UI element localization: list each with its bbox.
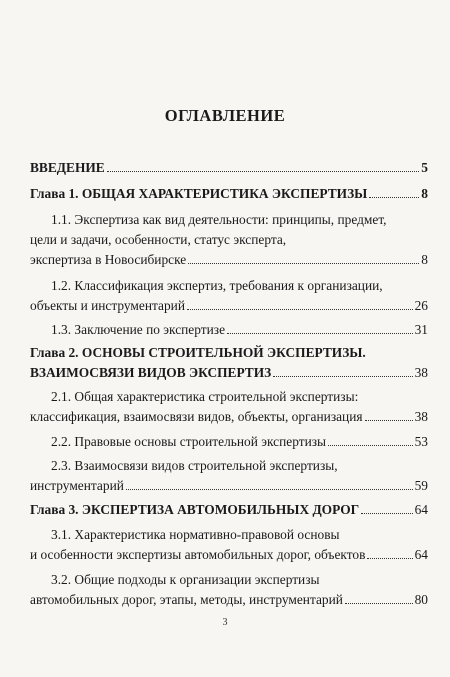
dot-leader	[227, 332, 413, 334]
toc-entry-1-3	[30, 322, 428, 338]
toc-entry-title: и особенности экспертизы автомобильных дорог, объектов	[30, 547, 366, 562]
toc-entry-title: 2.2. Правовые основы строительной экспертизы	[51, 434, 327, 449]
toc-entry-title: Глава 1. ОБЩАЯ ХАРАКТЕРИСТИКА ЭКСПЕРТИЗЫ	[30, 186, 368, 201]
dot-leader	[345, 602, 413, 604]
toc-entry-page: 64	[414, 502, 428, 517]
page-title: ОГЛАВЛЕНИЕ	[164, 106, 286, 125]
dot-leader	[365, 419, 413, 421]
toc-entry-2-2	[30, 434, 428, 450]
toc-entry-3-2-line-2	[30, 592, 428, 608]
toc-entry-title: экспертиза в Новосибирске	[30, 252, 187, 267]
toc-entry-3-2-line-1: 3.2. Общие подходы к организации экспертизы	[51, 572, 320, 587]
toc-entry-title: Глава 3. ЭКСПЕРТИЗА АВТОМОБИЛЬНЫХ ДОРОГ	[30, 502, 360, 517]
toc-entry-page: 26	[414, 298, 428, 313]
toc-entry-chapter-1	[30, 186, 428, 202]
toc-entry-chapter-3	[30, 502, 428, 518]
toc-entry-title: инструментарий	[30, 478, 124, 493]
dot-leader	[188, 262, 419, 264]
toc-entry-2-1-line-2	[30, 409, 428, 425]
toc-entry-chapter-2-line-2	[30, 365, 428, 381]
toc-entry-1-2-line-2	[30, 298, 428, 314]
toc-entry-page: 8	[421, 252, 428, 267]
toc-entry-1-1-line-1: 1.1. Экспертиза как вид деятельности: принципы, предмет,	[51, 212, 387, 227]
dot-leader	[273, 375, 412, 377]
dot-leader	[107, 170, 420, 172]
dot-leader	[126, 488, 413, 490]
toc-entry-title: ВВЕДЕНИЕ	[30, 160, 105, 175]
toc-entry-title: ВЗАИМОСВЯЗИ ВИДОВ ЭКСПЕРТИЗ	[30, 365, 272, 380]
toc-entry-page: 59	[414, 478, 428, 493]
toc-entry-2-3-line-1: 2.3. Взаимосвязи видов строительной экспертизы,	[51, 458, 338, 473]
page-number: 3	[222, 617, 228, 628]
toc-entry-3-1-line-1: 3.1. Характеристика нормативно-правовой основы	[51, 527, 340, 542]
dot-leader	[187, 308, 413, 310]
toc-entry-page: 53	[414, 434, 428, 449]
toc-entry-1-1-line-2: цели и задачи, особенности, статус эксперта,	[30, 232, 287, 247]
toc-entry-2-1-line-1: 2.1. Общая характеристика строительной экспертизы:	[51, 389, 359, 404]
toc-entry-page: 8	[421, 186, 428, 201]
toc-entry-page: 31	[414, 322, 428, 337]
toc-entry-title: 1.3. Заключение по экспертизе	[51, 322, 226, 337]
dot-leader	[369, 196, 419, 198]
toc-entry-page: 64	[414, 547, 428, 562]
toc-entry-page: 5	[421, 160, 428, 175]
toc-entry-title: объекты и инструментарий	[30, 298, 185, 313]
dot-leader	[328, 444, 413, 446]
toc-entry-page: 80	[414, 592, 428, 607]
toc-entry-3-1-line-2	[30, 547, 428, 563]
toc-entry-title: классификация, взаимосвязи видов, объекты, организация	[30, 409, 363, 424]
toc-entry-title: автомобильных дорог, этапы, методы, инструментарий	[30, 592, 343, 607]
toc-entry-1-2-line-1: 1.2. Классификация экспертиз, требования к организации,	[51, 278, 383, 293]
toc-entry-1-1-line-3	[30, 252, 428, 268]
toc-entry-chapter-2-line-1: Глава 2. ОСНОВЫ СТРОИТЕЛЬНОЙ ЭКСПЕРТИЗЫ.	[30, 345, 366, 360]
toc-entry-page: 38	[414, 409, 428, 424]
toc-entry-page: 38	[414, 365, 428, 380]
toc-entry-introduction	[30, 160, 428, 176]
toc-entry-2-3-line-2	[30, 478, 428, 494]
dot-leader	[367, 557, 412, 559]
dot-leader	[361, 512, 412, 514]
